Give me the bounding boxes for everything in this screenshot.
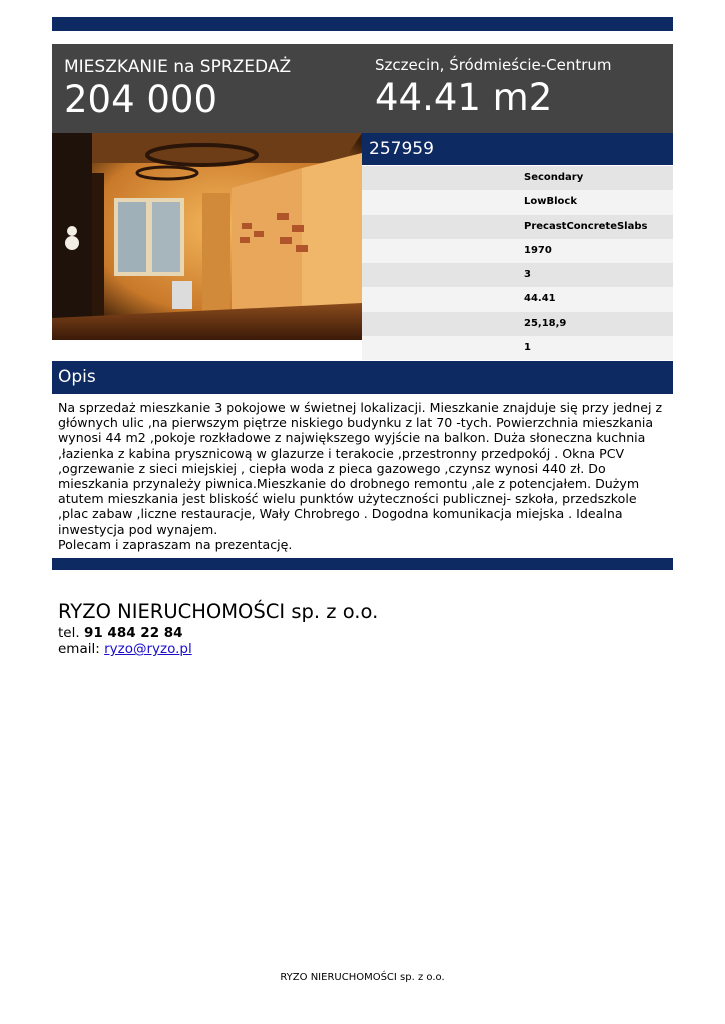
spec-row: PrecastConcreteSlabs (362, 215, 673, 239)
email-label: email: (58, 641, 105, 657)
phone-label: tel. (58, 625, 84, 641)
description-body (58, 400, 668, 552)
company-name: RYZO NIERUCHOMOŚCI sp. z o.o. (58, 600, 379, 623)
spec-row: LowBlock (362, 190, 673, 214)
top-accent-bar (52, 17, 673, 31)
spec-row: Secondary (362, 166, 673, 190)
area: 44.41 m2 (375, 76, 553, 119)
bottom-accent-bar (52, 558, 673, 570)
phone-number: 91 484 22 84 (83, 625, 183, 641)
email-link[interactable]: ryzo@ryzo.pl (104, 641, 192, 657)
footer-company: RYZO NIERUCHOMOŚCI sp. z o.o. (280, 972, 445, 983)
spec-row: 25,18,9 (362, 312, 673, 336)
deal-type: MIESZKANIE na SPRZEDAŻ (64, 57, 292, 77)
spec-row: 1 (362, 336, 673, 360)
specs-table (362, 166, 673, 360)
header-right (375, 56, 665, 120)
description-heading: Opis (52, 361, 673, 394)
price: 204 000 (64, 78, 218, 121)
description-paragraph: Na sprzedaż mieszkanie 3 pokojowe w świetnej lokalizacji. Mieszkanie znajduje się przy jednej z głównych ulic ,na pierwszym piętrze niskiego budynku z lat 70 -tych. Powierzchnia mieszkania wynosi 44 m2 ,pokoje rozkładowe z największego wyjście na balkon. Duża słoneczna kuchnia ,łazienka z kabina prysznicową w glazurze i terakocie ,przestronny przedpokój . Okna PCV ,ogrzewanie z sieci miejskiej , ciepła woda z pieca gazowego ,czynsz wynosi 440 zł. Do mieszkania przynależy piwnica.Mieszkanie do drobnego remontu ,ale z potencjałem. Dużym atutem mieszkania jest bliskość wielu punktów użyteczności publicznej- szkoła, przedszkole ,plac zabaw ,liczne restauracje, Wały Chrobrego . Dogodna komunikacja miejska . Idealna inwestycja pod wynajem. (58, 400, 663, 537)
offer-number: 257959 (362, 133, 673, 165)
spec-row: 3 (362, 263, 673, 287)
phone-line (58, 625, 183, 641)
email-line (58, 641, 192, 657)
spec-row: 44.41 (362, 287, 673, 311)
listing-header (52, 44, 673, 133)
property-photo (52, 133, 362, 340)
header-left (64, 56, 354, 122)
spec-row: 1970 (362, 239, 673, 263)
location: Szczecin, Śródmieście-Centrum (375, 56, 612, 74)
property-photo-image (52, 133, 362, 340)
description-closing: Polecam i zapraszam na prezentację. (58, 536, 293, 552)
